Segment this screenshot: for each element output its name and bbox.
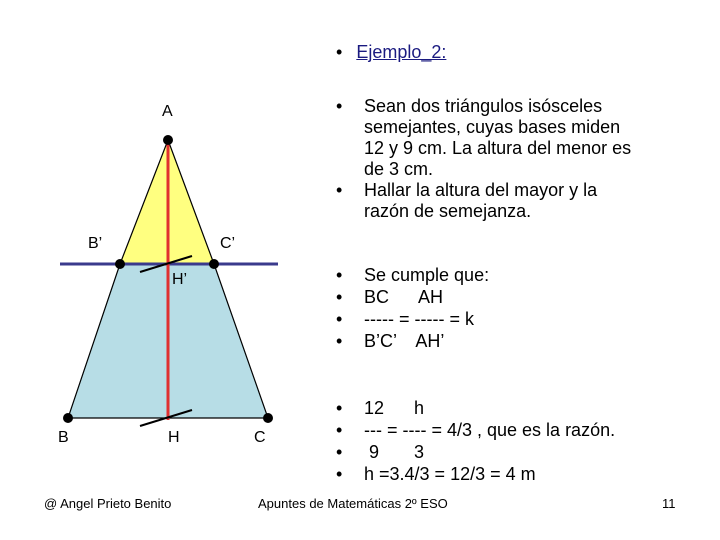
solution-line-2 bbox=[336, 419, 615, 441]
vertex-a bbox=[163, 135, 173, 145]
bullet: • bbox=[336, 398, 343, 418]
proportion-line-1 bbox=[336, 264, 489, 286]
proportion-list bbox=[336, 264, 489, 352]
statement-line-5 bbox=[336, 180, 631, 201]
example-title bbox=[336, 42, 446, 63]
label-c: C bbox=[254, 429, 266, 446]
vertex-c bbox=[263, 413, 273, 423]
statement-line-4 bbox=[336, 159, 631, 180]
statement-text: Sean dos triángulos isósceles bbox=[364, 96, 603, 116]
label-b-prime: B’ bbox=[88, 235, 103, 252]
solution-list bbox=[336, 397, 615, 485]
statement-text: semejantes, cuyas bases miden bbox=[364, 117, 621, 137]
proportion-line-4 bbox=[336, 330, 489, 352]
proportion-text: B’C’ AH’ bbox=[364, 331, 445, 351]
label-h-prime: H’ bbox=[172, 271, 188, 288]
proportion-text: Se cumple que: bbox=[364, 265, 490, 285]
vertex-c-prime bbox=[209, 259, 219, 269]
bullet: • bbox=[336, 287, 343, 307]
statement-text: Hallar la altura del mayor y la bbox=[364, 180, 598, 200]
vertex-b-prime bbox=[115, 259, 125, 269]
solution-line-1 bbox=[336, 397, 615, 419]
bullet: • bbox=[336, 96, 343, 116]
bullet: • bbox=[336, 42, 343, 62]
solution-text: 12 h bbox=[364, 398, 425, 418]
solution-text: --- = ---- = 4/3 , que es la razón. bbox=[364, 420, 616, 440]
footer-author: @ Angel Prieto Benito bbox=[44, 496, 172, 511]
solution-text: 9 3 bbox=[364, 442, 425, 462]
bullet: • bbox=[336, 442, 343, 462]
proportion-text: ----- = ----- = k bbox=[364, 309, 474, 329]
statement-line-3 bbox=[336, 138, 631, 159]
bullet: • bbox=[336, 464, 343, 484]
solution-line-4 bbox=[336, 463, 615, 485]
proportion-text: BC AH bbox=[364, 287, 444, 307]
statement-text: de 3 cm. bbox=[364, 159, 434, 179]
proportion-line-2 bbox=[336, 286, 489, 308]
example-title-text: Ejemplo_2: bbox=[356, 42, 447, 62]
statement-text: 12 y 9 cm. La altura del menor es bbox=[364, 138, 632, 158]
solution-text: h =3.4/3 = 12/3 = 4 m bbox=[364, 464, 536, 484]
bullet: • bbox=[336, 309, 343, 329]
footer-course: Apuntes de Matemáticas 2º ESO bbox=[258, 496, 448, 511]
vertex-b bbox=[63, 413, 73, 423]
label-h: H bbox=[168, 429, 180, 446]
statement-text: razón de semejanza. bbox=[364, 201, 532, 221]
similar-triangles-figure bbox=[0, 0, 310, 470]
footer-page-number: 11 bbox=[662, 496, 676, 511]
label-a: A bbox=[162, 103, 173, 120]
bullet: • bbox=[336, 265, 343, 285]
statement-line-2 bbox=[336, 117, 631, 138]
label-c-prime: C’ bbox=[220, 235, 236, 252]
problem-statement bbox=[336, 96, 631, 222]
bullet: • bbox=[336, 420, 343, 440]
label-b: B bbox=[58, 429, 69, 446]
statement-line-1 bbox=[336, 96, 631, 117]
bullet: • bbox=[336, 331, 343, 351]
bullet: • bbox=[336, 180, 343, 200]
solution-line-3 bbox=[336, 441, 615, 463]
proportion-line-3 bbox=[336, 308, 489, 330]
statement-line-6 bbox=[336, 201, 631, 222]
